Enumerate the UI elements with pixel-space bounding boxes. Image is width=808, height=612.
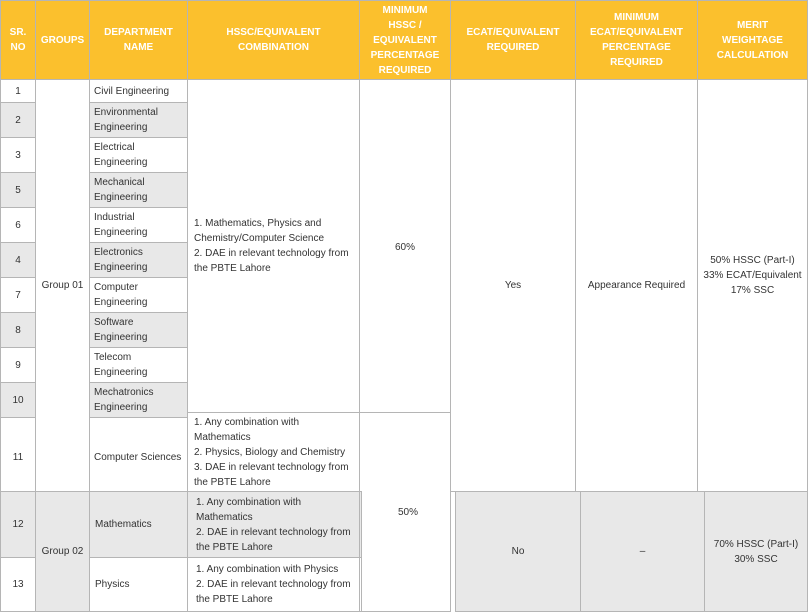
sr-no-2 [0, 102, 36, 138]
sr-no-12: 12 [0, 491, 36, 558]
dept-electrical-engineering [89, 137, 188, 173]
sr-no-4 [0, 242, 36, 278]
header-groups [35, 0, 90, 80]
text-line: COMBINATION [238, 42, 309, 53]
text-line: Mechatronics [94, 387, 154, 398]
text-line: 2. Physics, Biology and Chemistry [194, 446, 346, 458]
header-min-ecat-percentage [575, 0, 698, 80]
text-line: MINIMUM [382, 4, 428, 16]
sr-no-text: 2 [15, 114, 21, 126]
merit-group-01 [697, 79, 808, 492]
text-line: Computer [94, 282, 138, 293]
text-line: Engineering [94, 262, 148, 273]
text-line: Software [94, 317, 134, 328]
sr-no-9 [0, 347, 36, 383]
text-line: Engineering [94, 402, 148, 413]
sr-no-5 [0, 172, 36, 208]
text-line: 2. DAE in relevant technology from [196, 526, 351, 538]
sr-no-7 [0, 277, 36, 313]
text-line: Engineering [94, 367, 148, 378]
dept-electronics-engineering [89, 242, 188, 278]
text-line: 1. Mathematics, Physics and [194, 218, 322, 229]
sr-no-3 [0, 137, 36, 173]
min-ecat-group-02: – [580, 491, 705, 612]
text-line: EQUIVALENT [373, 34, 437, 46]
text-line: 3. DAE in relevant technology from [194, 461, 349, 473]
text-line: 17% SSC [730, 285, 775, 296]
dept-mechanical-engineering [89, 172, 188, 208]
sr-no-6 [0, 207, 36, 243]
sr-no-text: 9 [15, 359, 21, 371]
merit-group-02 [704, 491, 808, 612]
text-line: REQUIRED [378, 64, 432, 76]
dept-computer-sciences [89, 417, 188, 498]
ecat-required-group-01: Yes [450, 79, 576, 492]
text-line: the PBTE Lahore [196, 594, 273, 605]
text-line: 33% ECAT/Equivalent [703, 270, 802, 281]
sr-no-8 [0, 312, 36, 348]
text-line: HSSC/EQUIVALENT [226, 27, 321, 38]
combination-physics [187, 557, 362, 612]
text-line: ECAT/EQUIVALENT [590, 27, 683, 38]
text-line: Civil Engineering [94, 85, 170, 97]
text-line: the PBTE Lahore [196, 541, 273, 553]
text-line: Mechanical [94, 177, 145, 188]
text-line: 2. DAE in relevant technology from [196, 579, 351, 590]
text-line: Mathematics [194, 431, 251, 443]
dept-computer-engineering [89, 277, 188, 313]
sr-no-text: 10 [12, 394, 24, 406]
text-line: HSSC / [388, 19, 422, 31]
header-ecat-required [450, 0, 576, 80]
sr-no-text: 11 [12, 452, 24, 463]
text-line: WEIGHTAGE [722, 34, 783, 46]
text-line: Engineering [94, 332, 148, 343]
text-line: 1. Any combination with [194, 416, 300, 428]
dept-mechatronics-engineering [89, 382, 188, 418]
dept-telecom-engineering [89, 347, 188, 383]
header-min-hssc-percentage [359, 0, 451, 80]
text-line: Industrial [94, 212, 135, 223]
text-line: 1. Any combination with Physics [196, 564, 339, 575]
text-line: Computer Sciences [94, 452, 182, 463]
text-line: 70% HSSC (Part-I) [713, 538, 799, 550]
text-line: Electronics [94, 247, 143, 258]
min-hssc-group-02: 50% [359, 412, 451, 612]
dept-civil-engineering [89, 79, 188, 103]
ecat-required-group-02: No [455, 491, 581, 612]
text-line: Physics [95, 579, 130, 590]
dept-software-engineering [89, 312, 188, 348]
text-line: 50% HSSC (Part-I) [710, 255, 795, 266]
sr-no-text: 3 [15, 149, 21, 161]
text-line: Engineering [94, 192, 148, 203]
sr-no-text: 6 [15, 219, 21, 231]
text-line: REQUIRED [610, 57, 663, 68]
text-line: MERIT [736, 19, 769, 31]
sr-no-10 [0, 382, 36, 418]
group-01-label: Group 01 [35, 79, 90, 492]
text-line: Electrical [94, 142, 135, 153]
sr-no-text: 7 [15, 289, 21, 301]
text-line: Chemistry/Computer Science [194, 233, 325, 244]
text-line: Mathematics [196, 511, 253, 523]
sr-no-1 [0, 79, 36, 103]
sr-no-text: 8 [15, 324, 21, 336]
text-line: NO [10, 42, 26, 53]
text-line: Telecom [94, 352, 132, 363]
header-sr-no [0, 0, 36, 80]
combination-engineering [187, 79, 360, 413]
sr-no-13: 13 [0, 557, 36, 612]
text-line: 30% SSC [734, 553, 778, 565]
text-line: PERCENTAGE [370, 49, 440, 61]
text-line: ECAT/EQUIVALENT [466, 27, 560, 38]
sr-no-text: 1 [15, 85, 21, 97]
text-line: Engineering [94, 297, 148, 308]
min-hssc-group-01: 60% [359, 79, 451, 413]
text-line: 1. Any combination with [196, 496, 302, 508]
text-line: NAME [123, 42, 154, 53]
text-line: REQUIRED [486, 42, 540, 53]
group-02-label: Group 02 [35, 491, 90, 612]
text-line: DEPARTMENT [104, 27, 173, 38]
text-line: 2. DAE in relevant technology from [194, 248, 349, 259]
sr-no-11 [0, 417, 36, 498]
text-line: GROUPS [40, 34, 85, 46]
combination-mathematics [187, 491, 362, 558]
dept-physics [89, 557, 188, 612]
text-line: CALCULATION [716, 49, 789, 61]
text-line: the PBTE Lahore [194, 476, 271, 488]
text-line: Environmental [94, 107, 158, 118]
min-ecat-group-01: Appearance Required [575, 79, 698, 492]
text-line: PERCENTAGE [602, 42, 671, 53]
text-line: Mathematics [95, 519, 152, 530]
combination-computer-sciences [187, 412, 360, 492]
sr-no-text: 4 [15, 254, 21, 266]
header-hssc-combination [187, 0, 360, 80]
header-merit-weightage [697, 0, 808, 80]
text-line: the PBTE Lahore [194, 263, 271, 274]
text-line: MINIMUM [614, 12, 659, 23]
dept-environmental-engineering [89, 102, 188, 138]
dept-mathematics [89, 491, 188, 558]
dept-industrial-engineering [89, 207, 188, 243]
text-line: Engineering [94, 157, 148, 168]
text-line: Engineering [94, 227, 148, 238]
sr-no-text: 5 [15, 184, 21, 196]
text-line: Engineering [94, 122, 148, 133]
header-department-name [89, 0, 188, 80]
text-line: SR. [9, 27, 27, 38]
